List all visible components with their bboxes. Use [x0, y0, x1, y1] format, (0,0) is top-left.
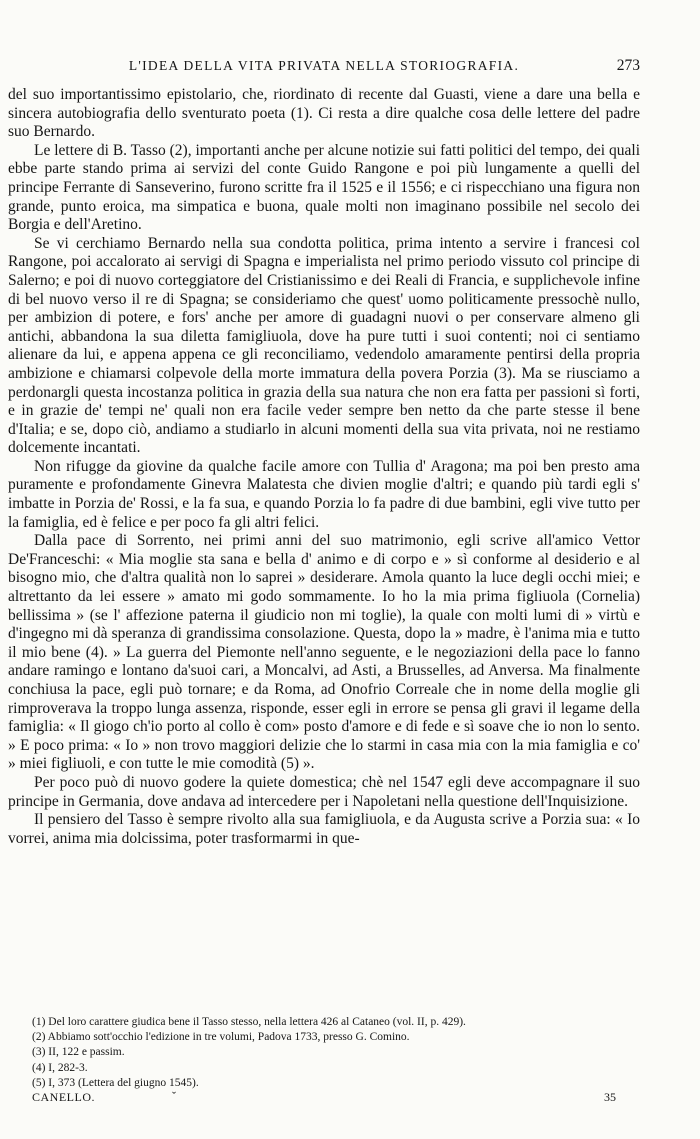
body-text — [8, 86, 640, 848]
paragraph: Non rifugge da giovine da qualche facile amore con Tullia d' Aragona; ma poi ben presto ama puramente e profondamente Ginevra Malatesta che divien moglie d'altri; e quando più tardi egli s' imbatte in Porzia de' Rossi, e la fa sua, e quando Porzia lo fa padre di due bambini, egli vive tutto per la famiglia, ed è felice e per poco fa gli altri felici. — [8, 457, 640, 531]
sheet-number: 35 — [604, 1090, 616, 1104]
paragraph: del suo importantissimo epistolario, che, riordinato di recente dal Guasti, viene a dare una bella e sincera autobiografia dello sventurato poeta (1). Ci resta a dire qualche cosa delle lettere del padre suo Bernardo. — [8, 86, 640, 141]
paragraph: Il pensiero del Tasso è sempre rivolto alla sua famigliuola, e da Augusta scrive a Porzia sua: « Io vorrei, anima mia dolcissima, poter trasformarmi in que- — [8, 811, 640, 847]
running-title: L'IDEA DELLA VITA PRIVATA NELLA STORIOGRAFIA. — [128, 58, 520, 73]
paragraph: Dalla pace di Sorrento, nei primi anni del suo matrimonio, egli scrive all'amico Vettor De'Franceschi: « Mia moglie sta sana e bella d' animo e di corpo e » sì conforme al desiderio e al bisogno mio, che d'altra qualità non lo saprei » desiderare. Amola quanto la luce degli occhi miei; e altrettanto da lei essere » amato mi godo sommamente. Io ho la mia prima figliuola (Cornelia) bellissima » (se l' affezione paterna il giudicio non mi toglie), la quale con molti lumi di » virtù e d'ingegno mi dà speranza di grandissima consolazione. Questa, dopo la » madre, è l'anima mia e tutto il mio bene (4). » La guerra del Piemonte nell'anno seguente, e le negoziazioni della pace lo fanno andare ramingo e lontano da'suoi cari, a Moncalvi, ad Asti, a Brusselles, ad Anversa. Ma finalmente conchiusa la pace, egli può tornare; e da Roma, ad Onofrio Correale che in nome della moglie gli rimproverava la troppo lunga assenza, risponde, esser egli in errore se pensa gli gravi il legame della famiglia: « Il giogo ch'io porto al collo è com» posto d'amore e di fede e sì soave che io non lo sento. » E poco prima: « Io » non trovo maggiori delizie che lo starmi in casa mia con la mia famiglia e co' » miei figliuoli, e con tutte le mie comodità (5) ». — [8, 532, 640, 773]
page-footer — [8, 1090, 616, 1106]
signature-mark: ˇ — [172, 1089, 176, 1103]
page-header — [8, 58, 640, 80]
paragraph: Le lettere di B. Tasso (2), importanti anche per alcune notizie sui fatti politici del tempo, dei quali ebbe parte stando prima ai servizi del conte Guido Rangone e poi più lungamente a quelli del principe Ferrante di Sanseverino, furono scritte fra il 1525 e il 1556; e ci rispecchiano una figura non grande, punto eroica, ma simpatica e buona, quale molti non imaginano possibile nel secolo dei Borgia e dell'Aretino. — [8, 141, 640, 234]
paragraph: Per poco può di nuovo godere la quiete domestica; chè nel 1547 egli deve accompagnare il suo principe in Germania, dove andava ad intercedere per i Napoletani nella questione dell'Inquisizione. — [8, 773, 640, 810]
paragraph: Se vi cerchiamo Bernardo nella sua condotta politica, prima intento a servire i francesi col Rangone, poi accalorato ai servigi di Spagna e imperialista nel primo periodo vissuto col principe di Salerno; e poi di nuovo corteggiatore del Cristianissimo e dei Reali di Francia, e supplichevole infine di bel nuovo verso il re di Spagna; se consideriamo che quest' uomo politicamente pressochè nullo, per ambizion di potere, e fors' anche per amore di guadagni nuovi o per conservare almeno gli antichi, abbandona la sua diletta famigliuola, dove ha pure tutti i suoi contenti; noi ci sentiamo alienare da lui, e appena appena ce gli reconciliamo, vedendolo amaramente pentirsi della propria ambizione e chiamarsi colpevole della morte immatura della povera Porzia (3). Ma se riusciamo a perdonargli questa incostanza politica in grazia della sua natura che non era fatta per passioni sì forti, e in grazie de' tempi ne' quali non era facile veder sempre ben netto da che parte stesse il bene d'Italia; e se, dopo ciò, andiamo a studiarlo in alcuni momenti della sua vita privata, noi ne restiamo dolcemente incantati. — [8, 234, 640, 457]
footnote: (1) Del loro carattere giudica bene il Tasso stesso, nella lettera 426 al Cataneo (vol. II, p. 429). — [32, 1016, 466, 1028]
printer-signature: CANELLO. — [32, 1090, 95, 1104]
footnote: (5) I, 373 (Lettera del giugno 1545). — [32, 1076, 199, 1089]
footnote: (3) II, 122 e passim. — [32, 1046, 125, 1059]
footnote: (4) I, 282-3. — [32, 1061, 88, 1074]
footnote: (2) Abbiamo sott'occhio l'edizione in tre volumi, Padova 1733, presso G. Comino. — [32, 1031, 410, 1044]
footnotes — [8, 1015, 640, 1091]
page-number: 273 — [616, 57, 640, 74]
